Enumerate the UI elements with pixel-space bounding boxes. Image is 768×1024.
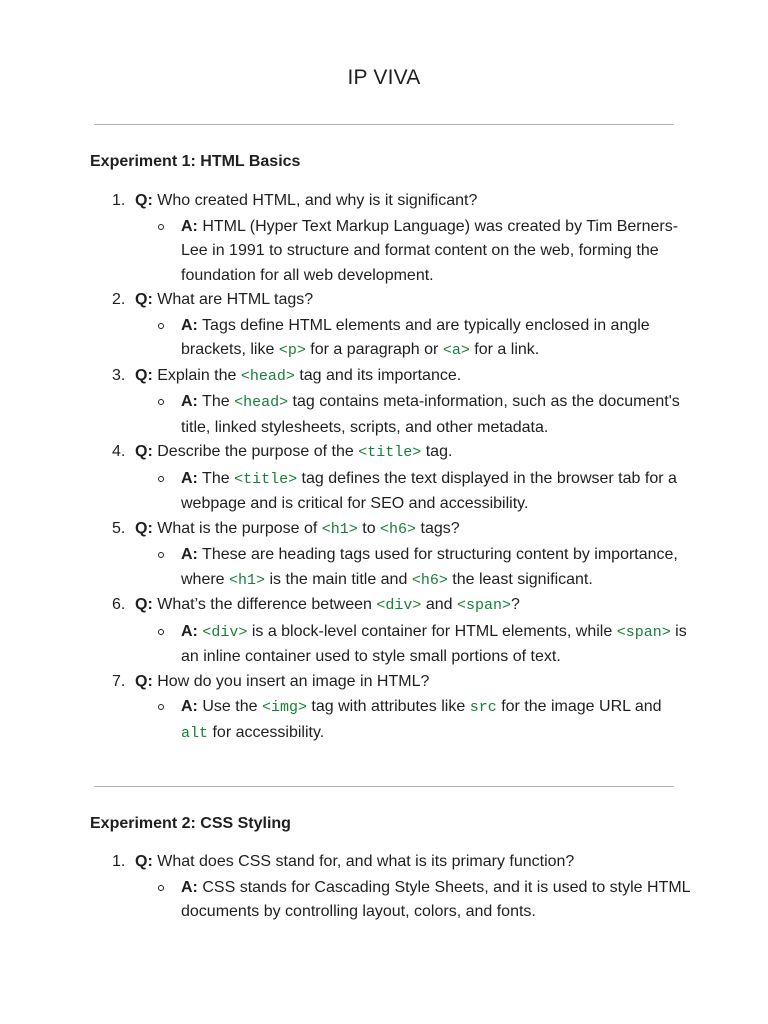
qa-item-3 [90, 364, 690, 441]
answer-text: HTML (Hyper Text Markup Language) was created by Tim Berners-Lee in 1991 to structure and format content on the web, forming the foundation for all web development. [181, 217, 679, 284]
answer-text: These are heading tags used for structuring content by importance, where [181, 546, 678, 588]
item-number: 3. [112, 366, 126, 384]
question-text: What’s the difference between [157, 596, 372, 613]
hollow-circle-bullet-icon [158, 224, 164, 230]
code-tag: <head> [240, 367, 295, 385]
qa-item-6 [90, 593, 690, 670]
code-tag: <div> [376, 597, 422, 614]
code-tag: <title> [234, 470, 298, 488]
answer-text: is the main title and [269, 570, 408, 588]
question-text: Describe the purpose of the [157, 443, 354, 460]
answer-label: A: [181, 393, 198, 410]
code-tag: <div> [202, 623, 248, 641]
question-label: Q: [135, 853, 153, 870]
question-text: What does CSS stand for, and what is its primary function? [157, 853, 575, 870]
answer-label: A: [181, 469, 198, 487]
answer-label: A: [181, 546, 198, 563]
item-number: 6. [112, 596, 126, 613]
answer-label: A: [181, 878, 198, 896]
question-text: tag and its importance. [299, 366, 462, 384]
item-number: 1. [112, 192, 126, 209]
answer-text: is an inline container used to style small portions of text. [181, 622, 687, 665]
answer-text: tag defines the text displayed in the browser tab for a webpage and is critical for SEO and accessibility. [181, 469, 677, 512]
question-text: to [362, 519, 376, 537]
code-tag: <h1> [229, 571, 266, 589]
hollow-circle-bullet-icon [158, 552, 164, 558]
answer-item [135, 313, 690, 364]
code-tag: <h1> [321, 520, 358, 538]
code-tag: <a> [442, 342, 470, 359]
answer-item [135, 466, 690, 517]
code-tag: <span> [456, 597, 511, 614]
code-tag: alt [181, 724, 209, 742]
code-tag: <title> [358, 444, 422, 461]
question-label: Q: [135, 596, 153, 613]
question-text: tags? [420, 519, 460, 537]
qa-item-1 [90, 189, 690, 288]
question-text: ? [510, 596, 520, 613]
answer-text: The [202, 393, 230, 410]
answer-item [135, 694, 690, 746]
answer-item [135, 542, 690, 593]
hollow-circle-bullet-icon [158, 629, 164, 635]
question-label: Q: [135, 366, 153, 384]
answer-text: tag with attributes like [311, 698, 466, 715]
qa-item-2 [90, 288, 690, 364]
answer-item [135, 875, 690, 925]
answer-text: for a paragraph or [310, 341, 439, 358]
item-number: 1. [112, 853, 126, 870]
answer-text: for accessibility. [212, 723, 325, 741]
question-text: and [425, 596, 453, 613]
answer-item [135, 619, 690, 670]
code-tag: <h6> [380, 520, 417, 538]
question-text: Who created HTML, and why is it significant? [157, 192, 478, 209]
item-number: 4. [112, 443, 126, 460]
question-label: Q: [135, 291, 153, 308]
hollow-circle-bullet-icon [158, 323, 164, 329]
question-text: tag. [425, 443, 453, 460]
answer-text: for the image URL and [501, 698, 662, 715]
hollow-circle-bullet-icon [158, 704, 164, 710]
item-number: 7. [112, 672, 126, 690]
code-tag: <img> [261, 699, 307, 716]
hollow-circle-bullet-icon [158, 885, 164, 891]
answer-text: tag contains meta-information, such as the document's title, linked stylesheets, scripts, and other metadata. [181, 393, 680, 436]
answer-label: A: [181, 698, 198, 715]
code-tag: <head> [234, 394, 289, 411]
code-tag: src [469, 699, 497, 716]
answer-text: CSS stands for Cascading Style Sheets, and it is used to style HTML documents by controlling layout, colors, and fonts. [181, 878, 690, 920]
question-text: Explain the [157, 366, 237, 384]
qa-list-experiment-2 [90, 850, 690, 925]
answer-text: Tags define HTML elements and are typically enclosed in angle brackets, like [181, 316, 650, 358]
answer-text: The [202, 469, 230, 487]
answer-label: A: [181, 217, 198, 235]
answer-text: the least significant. [452, 570, 593, 588]
hollow-circle-bullet-icon [158, 399, 164, 405]
answer-text: for a link. [474, 341, 540, 358]
qa-item-5 [90, 517, 690, 594]
code-tag: <p> [278, 342, 306, 359]
question-label: Q: [135, 192, 153, 209]
hollow-circle-bullet-icon [158, 476, 164, 482]
question-label: Q: [135, 672, 153, 690]
question-label: Q: [135, 443, 153, 460]
document-title: IP VIVA [347, 66, 421, 89]
item-number: 5. [112, 519, 126, 537]
answer-label: A: [181, 316, 198, 334]
answer-item [135, 389, 690, 440]
horizontal-rule [94, 124, 674, 125]
answer-text: is a block-level container for HTML elements, while [251, 622, 613, 640]
answer-text: Use the [202, 698, 258, 715]
section-heading-experiment-2: Experiment 2: CSS Styling [90, 815, 291, 832]
question-text: What are HTML tags? [157, 291, 314, 308]
question-text: What is the purpose of [157, 519, 318, 537]
qa-list-experiment-1 [90, 189, 690, 746]
qa-item-4 [90, 440, 690, 517]
qa-item-1 [90, 850, 690, 925]
answer-label: A: [181, 622, 198, 640]
code-tag: <span> [616, 623, 671, 641]
question-text: How do you insert an image in HTML? [157, 672, 430, 690]
section-heading-experiment-1: Experiment 1: HTML Basics [90, 153, 301, 170]
horizontal-rule [94, 786, 674, 787]
code-tag: <h6> [411, 571, 448, 589]
qa-item-7 [90, 670, 690, 747]
item-number: 2. [112, 291, 126, 308]
answer-item [135, 214, 690, 289]
question-label: Q: [135, 519, 153, 537]
